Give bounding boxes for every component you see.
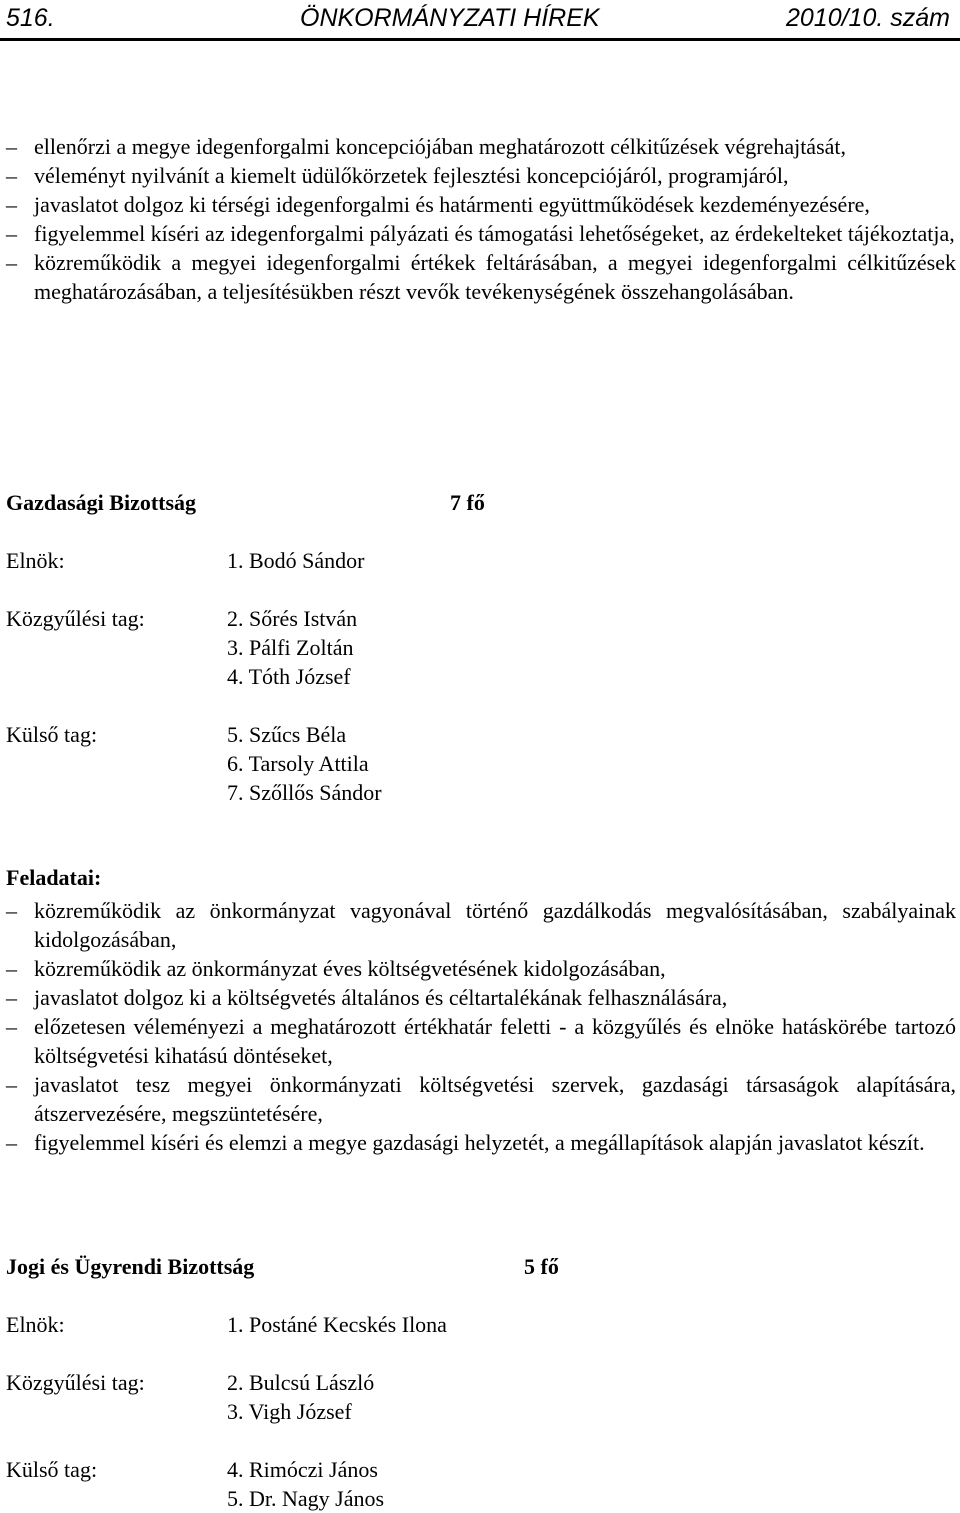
role-external-label: Külső tag: (6, 722, 98, 747)
member-name: 3. Pálfi Zoltán (227, 635, 354, 660)
committee-name: Gazdasági Bizottság (6, 490, 197, 515)
list-item: – javaslatot dolgoz ki térségi idegenforgalmi és határmenti együttműködések kezdeményezésére, (6, 192, 870, 217)
dash-bullet: – (6, 221, 17, 246)
member-name: 1. Bodó Sándor (227, 548, 365, 573)
member-name: 3. Vigh József (227, 1399, 352, 1424)
list-item: – ellenőrzi a megye idegenforgalmi koncepciójában meghatározott célkitűzések végrehajtását, (6, 134, 847, 159)
task-list-economic (6, 896, 956, 1157)
member-name: 7. Szőllős Sándor (227, 780, 382, 805)
list-item: – előzetesen véleményezi a meghatározott értékhatár feletti - a közgyűlés és elnöke hatáskörébe tartozó költségvetési kihatású döntéseket, (6, 1014, 956, 1068)
committee-name: Jogi és Ügyrendi Bizottság (6, 1254, 255, 1279)
member-name: 2. Bulcsú László (227, 1370, 375, 1395)
dash-bullet: – (6, 985, 17, 1010)
task-list-tourism (6, 132, 956, 306)
dash-bullet: – (6, 1130, 17, 1155)
member-name: 4. Tóth József (227, 664, 351, 689)
dash-bullet: – (6, 1014, 17, 1039)
list-item: – véleményt nyilvánít a kiemelt üdülőkörzetek fejlesztési koncepciójáról, programjáról, (6, 163, 789, 188)
list-item: – figyelemmel kíséri az idegenforgalmi pályázati és támogatási lehetőségeket, az érdekelteket tájékoztatja, (6, 221, 955, 246)
dash-bullet: – (6, 192, 17, 217)
list-item: – figyelemmel kíséri és elemzi a megye gazdasági helyzetét, a megállapítások alapján javaslatot készít. (6, 1130, 925, 1155)
role-external-label: Külső tag: (6, 1457, 98, 1482)
dash-bullet: – (6, 956, 17, 981)
dash-bullet: – (6, 163, 17, 188)
committee-member-count: 7 fő (450, 490, 485, 515)
committee-member-count: 5 fő (524, 1254, 559, 1279)
issue-number: 2010/10. szám (786, 4, 950, 32)
dash-bullet: – (6, 1072, 17, 1097)
list-item: – javaslatot tesz megyei önkormányzati költségvetési szervek, gazdasági társaságok alapítására, átszervezésére, megszüntetésére, (6, 1072, 956, 1126)
committee-heading-economic (6, 488, 946, 518)
dash-bullet: – (6, 898, 17, 923)
list-item: – közreműködik az önkormányzat vagyonával történő gazdálkodás megvalósításában, szabályainak kidolgozásában, (6, 898, 956, 952)
publication-title: ÖNKORMÁNYZATI HÍREK (300, 4, 600, 32)
member-name: 5. Szűcs Béla (227, 722, 347, 747)
header-rule (0, 38, 960, 41)
member-name: 2. Sőrés István (227, 606, 358, 631)
committee-heading-legal (6, 1252, 946, 1282)
role-chair-label: Elnök: (6, 1312, 65, 1337)
role-assembly-label: Közgyűlési tag: (6, 606, 145, 631)
dash-bullet: – (6, 250, 17, 275)
member-name: 4. Rimóczi János (227, 1457, 378, 1482)
list-item: – közreműködik a megyei idegenforgalmi értékek feltárásában, a megyei idegenforgalmi célkitűzések meghatározásában, a teljesítésükben részt vevők tevékenységének összehangolásában. (6, 250, 956, 304)
dash-bullet: – (6, 134, 17, 159)
member-name: 5. Dr. Nagy János (227, 1486, 385, 1511)
role-assembly-label: Közgyűlési tag: (6, 1370, 145, 1395)
page-number: 516. (6, 4, 55, 32)
list-item: – közreműködik az önkormányzat éves költségvetésének kidolgozásában, (6, 956, 666, 981)
page-header (0, 0, 960, 36)
role-chair-label: Elnök: (6, 548, 65, 573)
member-name: 6. Tarsoly Attila (227, 751, 369, 776)
member-name: 1. Postáné Kecskés Ilona (227, 1312, 447, 1337)
tasks-heading: Feladatai: (6, 865, 102, 890)
list-item: – javaslatot dolgoz ki a költségvetés általános és céltartalékának felhasználására, (6, 985, 728, 1010)
